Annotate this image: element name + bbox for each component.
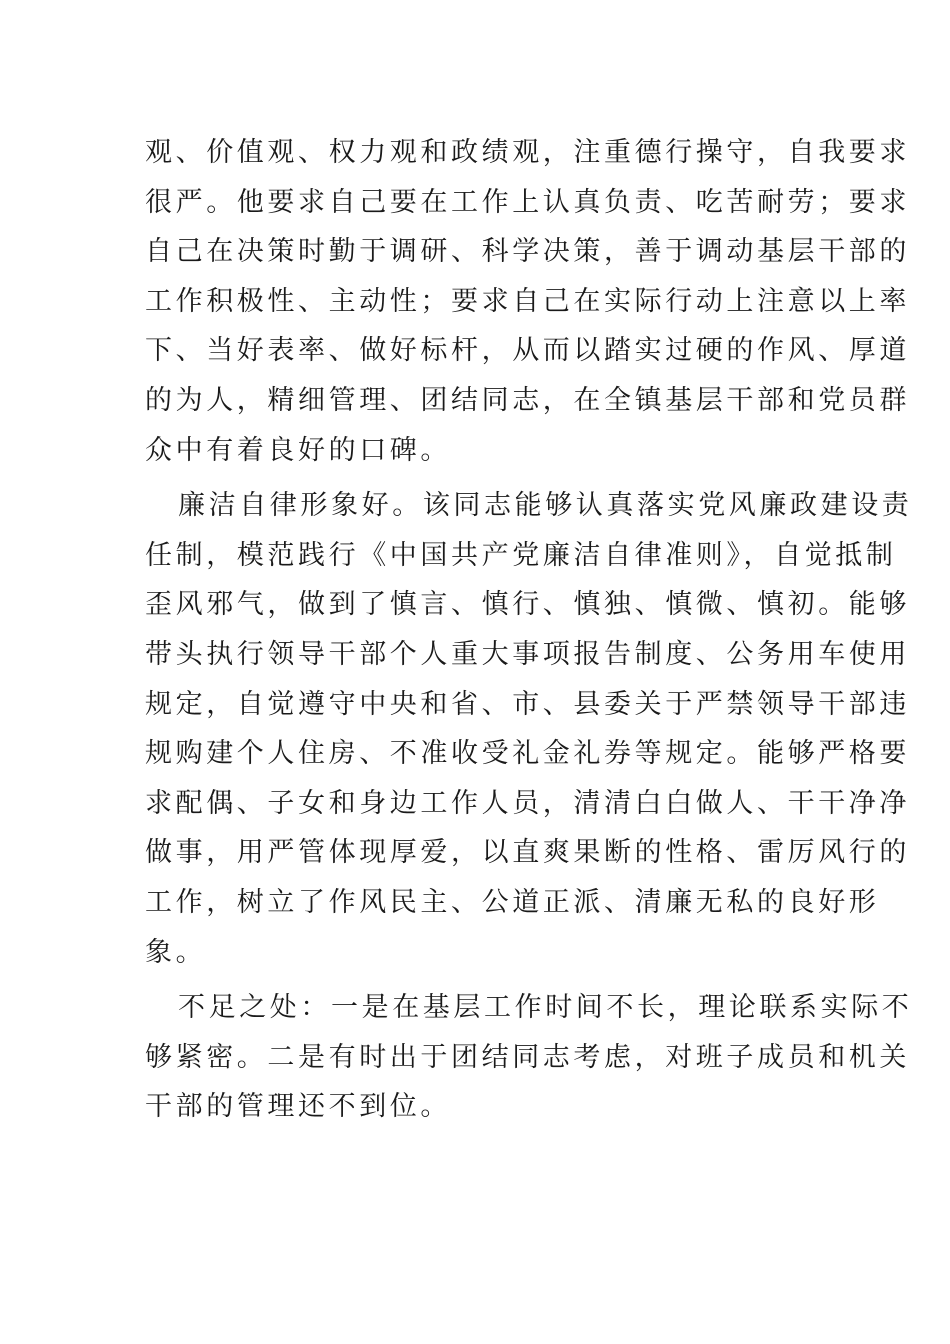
text-line: 求配偶、子女和身边工作人员，清清白白做人、干干净净 xyxy=(145,787,910,819)
text-line: 规购建个人住房、不准收受礼金礼券等规定。能够严格要 xyxy=(145,738,910,770)
text-line: 干部的管理还不到位。 xyxy=(145,1091,451,1123)
text-line: 的为人，精细管理、团结同志，在全镇基层干部和党员群 xyxy=(145,384,910,416)
text-line: 廉洁自律形象好。该同志能够认真落实党风廉政建设责 xyxy=(178,490,913,522)
text-line: 规定，自觉遵守中央和省、市、县委关于严禁领导干部违 xyxy=(145,688,910,720)
paragraph-2 xyxy=(145,481,913,977)
text-line: 众中有着良好的口碑。 xyxy=(145,434,451,466)
text-line: 任制，模范践行《中国共产党廉洁自律准则》，自觉抵制 xyxy=(145,539,897,571)
text-line: 自己在决策时勤于调研、科学决策，善于调动基层干部的 xyxy=(145,236,910,268)
paragraph-3 xyxy=(145,983,913,1132)
text-line: 工作，树立了作风民主、公道正派、清廉无私的良好形 xyxy=(145,886,880,918)
text-line: 不足之处：一是在基层工作时间不长，理论联系实际不 xyxy=(178,992,913,1024)
text-line: 象。 xyxy=(145,936,207,968)
text-line: 观、价值观、权力观和政绩观，注重德行操守，自我要求 xyxy=(145,137,910,168)
text-line: 很严。他要求自己要在工作上认真负责、吃苦耐劳；要求 xyxy=(145,186,910,218)
text-line: 工作积极性、主动性；要求自己在实际行动上注意以上率 xyxy=(145,285,910,317)
text-line: 歪风邪气，做到了慎言、慎行、慎独、慎微、慎初。能够 xyxy=(145,589,910,621)
text-line: 带头执行领导干部个人重大事项报告制度、公务用车使用 xyxy=(145,638,910,670)
text-line: 够紧密。二是有时出于团结同志考虑，对班子成员和机关 xyxy=(145,1041,910,1073)
text-line: 做事，用严管体现厚爱，以直爽果断的性格、雷厉风行的 xyxy=(145,837,910,869)
paragraph-1 xyxy=(145,128,910,475)
document-body xyxy=(145,128,913,1138)
text-line: 下、当好表率、做好标杆，从而以踏实过硬的作风、厚道 xyxy=(145,335,910,367)
